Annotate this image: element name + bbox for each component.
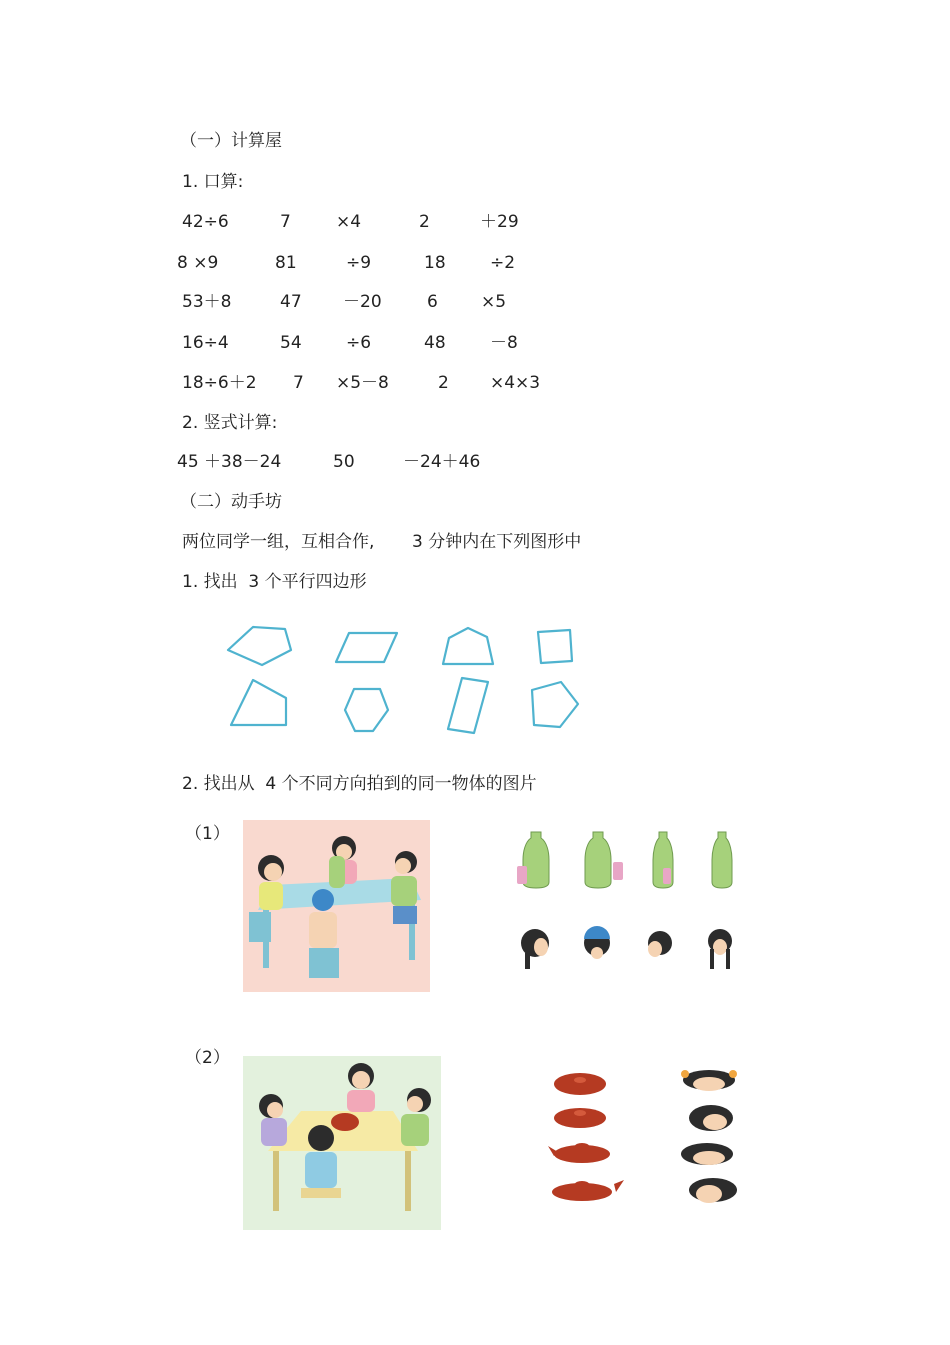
expr-cell: 2: [419, 212, 430, 232]
expr-cell: ÷6: [346, 333, 372, 353]
expr-cell: 7: [293, 373, 304, 393]
part-2-label: （2）: [185, 1048, 230, 1068]
section-2-title: （二）动手坊: [180, 492, 282, 512]
expr-cell: ＋29: [480, 212, 519, 232]
quad-shape: [231, 680, 286, 725]
expr-cell: 8 ×9: [177, 253, 219, 273]
pentagon-shape: [532, 682, 578, 727]
parallelogram-shape: [448, 678, 488, 733]
head-front-icon: [681, 1143, 733, 1165]
square-shape: [538, 630, 572, 663]
expr-cell: 50: [333, 452, 355, 472]
expr-cell: ÷2: [490, 253, 516, 273]
head-views-2: [675, 1066, 745, 1208]
expr-cell: 18: [424, 253, 446, 273]
thermos-icon: [712, 832, 732, 888]
mental-math-row: [0, 252, 950, 274]
views-question: 2. 找出从 4 个不同方向拍到的同一物体的图片: [182, 774, 537, 794]
cup-icon: [613, 862, 623, 880]
scene-2-image: [243, 1056, 441, 1230]
thermos-views: [515, 822, 740, 890]
expr-cell: －20: [343, 292, 382, 312]
head-side-icon: [521, 929, 549, 969]
head-side-icon: [648, 931, 672, 957]
expr-cell: ×5: [481, 292, 507, 312]
mental-math-row: [0, 332, 950, 354]
expr-cell: 16÷4: [182, 333, 229, 353]
mental-math-label: 1. 口算:: [182, 172, 244, 192]
expr-cell: 6: [427, 292, 438, 312]
head-front-icon: [681, 1070, 737, 1091]
expr-cell: 2: [438, 373, 449, 393]
teapot-side-icon: [548, 1143, 610, 1163]
expr-cell: 53＋8: [182, 292, 232, 312]
head-side-icon: [689, 1178, 737, 1203]
parallelogram-shape: [336, 633, 397, 662]
mental-math-row: [0, 372, 950, 394]
head-views-1: [515, 915, 740, 975]
vertical-calc-label: 2. 竖式计算:: [182, 413, 278, 433]
head-back-icon: [708, 929, 732, 969]
head-back-icon: [584, 926, 610, 959]
pentagon-shape: [443, 628, 493, 664]
section-1-title: （一）计算屋: [180, 131, 282, 151]
activity-intro-a: 两位同学一组，互相合作,: [182, 532, 375, 552]
vertical-calc-row: [0, 451, 950, 473]
expr-cell: 81: [275, 253, 297, 273]
expr-cell: 18÷6＋2: [182, 373, 257, 393]
expr-cell: ×5－8: [336, 373, 389, 393]
expr-cell: ×4: [336, 212, 362, 232]
parallelogram-question: 1. 找出 3 个平行四边形: [182, 572, 367, 592]
mental-math-row: [0, 211, 950, 233]
head-side-icon: [689, 1105, 733, 1131]
cup-icon: [517, 866, 527, 884]
expr-cell: ×4×3: [490, 373, 541, 393]
expr-cell: 42÷6: [182, 212, 229, 232]
mental-math-row: [0, 291, 950, 313]
teapot-top-icon: [554, 1108, 606, 1128]
teapot-side-icon: [552, 1180, 624, 1201]
scene-1-image: [243, 820, 430, 992]
expr-cell: 45 ＋38－24: [177, 452, 282, 472]
shapes-grid: [215, 615, 595, 745]
expr-cell: 47: [280, 292, 302, 312]
expr-cell: －24＋46: [403, 452, 481, 472]
expr-cell: 7: [280, 212, 291, 232]
expr-cell: 54: [280, 333, 302, 353]
hexagon-shape: [345, 689, 388, 731]
cup-icon: [663, 868, 671, 884]
expr-cell: －8: [490, 333, 518, 353]
quad-shape: [228, 627, 291, 665]
teapot-top-icon: [554, 1073, 606, 1095]
part-1-label: （1）: [185, 824, 230, 844]
activity-intro-b: 3 分钟内在下列图形中: [412, 532, 582, 552]
thermos-icon: [585, 832, 611, 888]
expr-cell: ÷9: [346, 253, 372, 273]
expr-cell: 48: [424, 333, 446, 353]
teapot-views: [540, 1068, 630, 1208]
